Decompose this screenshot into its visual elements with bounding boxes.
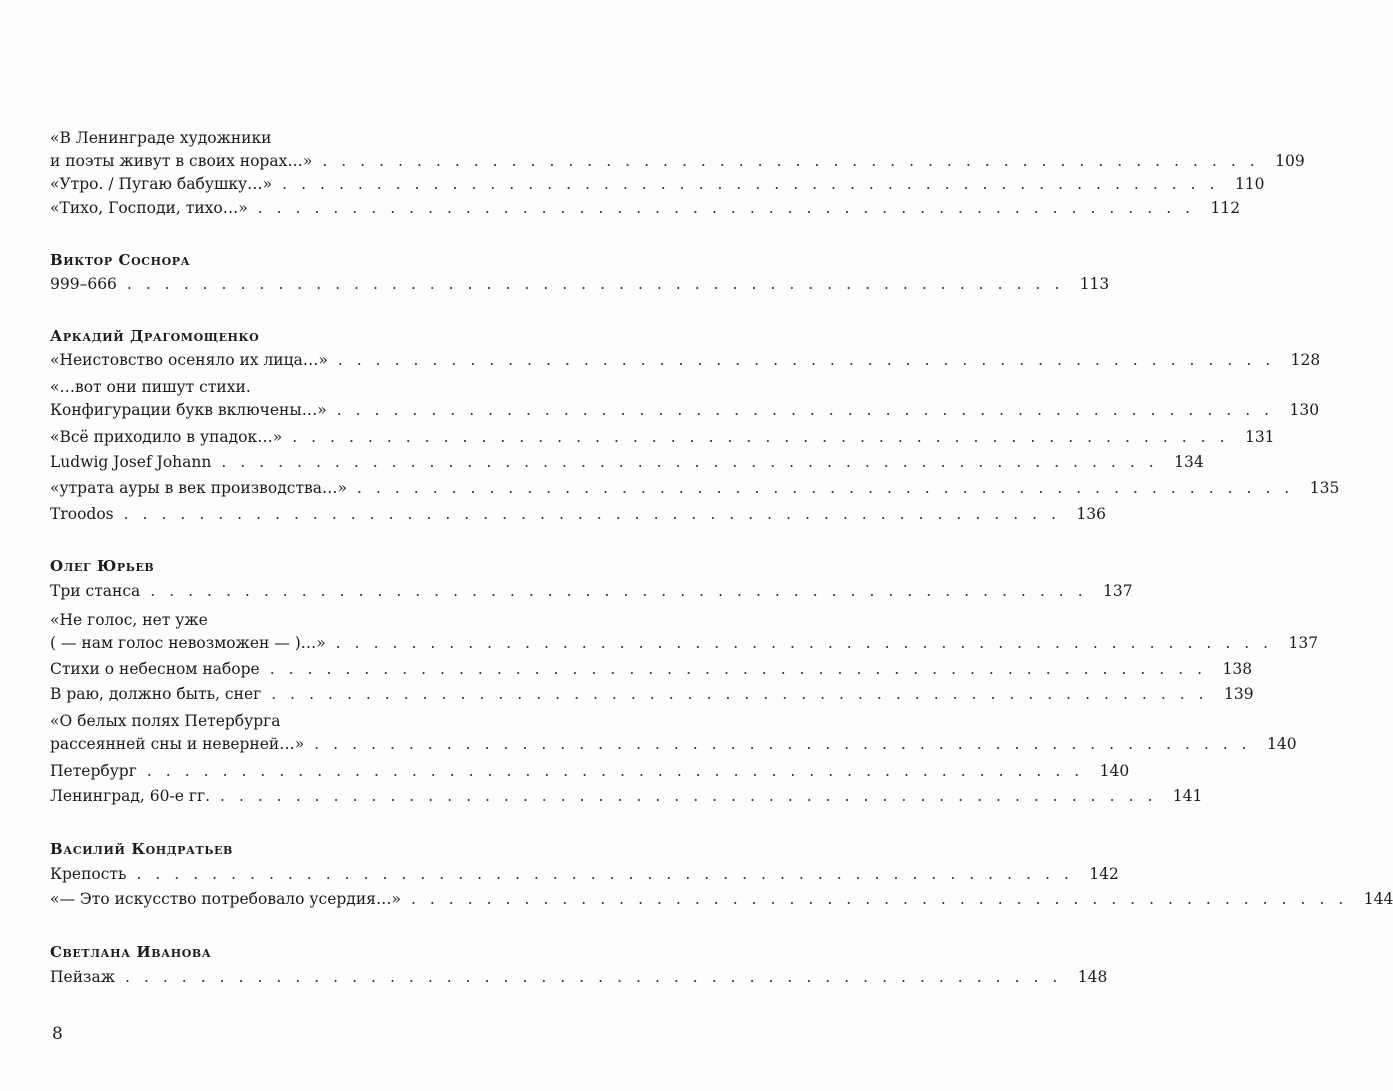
- leader-dots: ..................................................: [314, 735, 1261, 753]
- entry-page-number: 148: [1077, 968, 1108, 986]
- leader-dots: ..................................................: [136, 865, 1083, 883]
- toc-entry: [50, 659, 1253, 679]
- entry-title-line: Конфигурации букв включены…»: [50, 401, 327, 419]
- leader-dots: ..................................................: [337, 351, 1285, 369]
- entry-title-line: Три станса: [50, 582, 141, 600]
- entry-page-number: 134: [1174, 453, 1204, 471]
- leader-dots: ..................................................: [410, 890, 1358, 908]
- author-heading: Олег Юрьев: [50, 557, 155, 575]
- toc-entry: [50, 864, 1119, 884]
- leader-dots: ..................................................: [123, 505, 1070, 523]
- entry-title-line: «Всё приходило в упадок…»: [50, 428, 283, 446]
- toc-entry: [50, 786, 1203, 806]
- entry-page-number: 140: [1099, 762, 1130, 780]
- entry-page-number: 138: [1222, 660, 1253, 678]
- entry-title-line: «В Ленинграде художники: [50, 129, 272, 147]
- author-heading: Виктор Соснора: [50, 251, 191, 269]
- entry-title-line: Стихи о небесном наборе: [50, 660, 260, 678]
- page-number: 8: [52, 1024, 63, 1044]
- leader-dots: ..................................................: [150, 582, 1097, 600]
- leader-dots: ..................................................: [269, 660, 1217, 678]
- entry-title-line: Пейзаж: [50, 968, 115, 986]
- leader-dots: ..................................................: [257, 199, 1205, 217]
- entry-page-number: 112: [1210, 199, 1241, 217]
- entry-title-line: «…вот они пишут стихи.: [50, 378, 251, 396]
- entry-title-line: и поэты живут в своих норах…»: [50, 152, 313, 170]
- author-heading: Василий Кондратьев: [50, 840, 233, 858]
- entry-page-number: 136: [1076, 505, 1106, 523]
- toc-entry: [50, 274, 1110, 294]
- toc-entry: [50, 377, 1320, 420]
- toc-entry: [50, 761, 1130, 781]
- entry-page-number: 131: [1244, 428, 1275, 446]
- toc-entry: [50, 128, 1305, 171]
- toc-entry: [50, 889, 1393, 909]
- leader-dots: ..................................................: [356, 479, 1304, 497]
- toc-entry: [50, 452, 1204, 472]
- entry-title-line: Ленинград, 60-е гг.: [50, 787, 211, 805]
- entry-page-number: 113: [1079, 275, 1110, 293]
- leader-dots: ..................................................: [282, 175, 1229, 193]
- toc-entry: [50, 684, 1254, 704]
- entry-title-line: Troodos: [50, 505, 114, 523]
- entry-title-line: «утрата ауры в век производства…»: [50, 479, 347, 497]
- entry-title-line: рассеянней сны и неверней…»: [50, 735, 305, 753]
- entry-title-line: «Тихо, Господи, тихо…»: [50, 199, 248, 217]
- entry-title-line: «— Это искусство потребовало усердия…»: [50, 890, 401, 908]
- leader-dots: ..................................................: [220, 787, 1167, 805]
- entry-page-number: 109: [1275, 152, 1305, 170]
- leader-dots: ..................................................: [124, 968, 1072, 986]
- entry-page-number: 137: [1103, 582, 1133, 600]
- leader-dots: ..................................................: [336, 401, 1284, 419]
- toc-entry: [50, 350, 1321, 370]
- author-heading: Аркадий Драгомощенко: [50, 327, 260, 345]
- toc-entry: [50, 610, 1319, 653]
- entry-title-line: Петербург: [50, 762, 137, 780]
- entry-title-line: 999–666: [50, 275, 117, 293]
- toc-entry: [50, 711, 1297, 754]
- leader-dots: ..................................................: [146, 762, 1094, 780]
- entry-page-number: 110: [1234, 175, 1265, 193]
- leader-dots: ..................................................: [271, 685, 1218, 703]
- entry-title-line: «Неистовство осеняло их лица…»: [50, 351, 328, 369]
- leader-dots: ..................................................: [292, 428, 1239, 446]
- entry-title-line: Ludwig Josef Johann: [50, 453, 212, 471]
- entry-page-number: 130: [1289, 401, 1320, 419]
- toc-entry: [50, 581, 1133, 601]
- toc-entry: [50, 174, 1265, 194]
- entry-page-number: 144: [1363, 890, 1393, 908]
- leader-dots: ..................................................: [322, 152, 1269, 170]
- entry-title-line: ( — нам голос невозможен — )…»: [50, 634, 326, 652]
- toc-entry: [50, 198, 1241, 218]
- leader-dots: ..................................................: [221, 453, 1168, 471]
- entry-title-line: «Утро. / Пугаю бабушку…»: [50, 175, 273, 193]
- author-heading: Светлана Иванова: [50, 943, 212, 961]
- entry-title-line: «О белых полях Петербурга: [50, 712, 281, 730]
- toc-entry: [50, 967, 1108, 987]
- entry-page-number: 137: [1288, 634, 1319, 652]
- entry-page-number: 128: [1290, 351, 1321, 369]
- entry-page-number: 141: [1172, 787, 1203, 805]
- leader-dots: ..................................................: [335, 634, 1283, 652]
- toc-entry: [50, 427, 1275, 447]
- entry-page-number: 142: [1089, 865, 1119, 883]
- entry-page-number: 135: [1309, 479, 1340, 497]
- entry-title-line: В раю, должно быть, снег: [50, 685, 262, 703]
- entry-title-line: «Не голос, нет уже: [50, 611, 208, 629]
- leader-dots: ..................................................: [126, 275, 1074, 293]
- toc-entry: [50, 478, 1340, 498]
- entry-page-number: 139: [1224, 685, 1254, 703]
- entry-title-line: Крепость: [50, 865, 127, 883]
- toc-entry: [50, 504, 1106, 524]
- entry-page-number: 140: [1267, 735, 1297, 753]
